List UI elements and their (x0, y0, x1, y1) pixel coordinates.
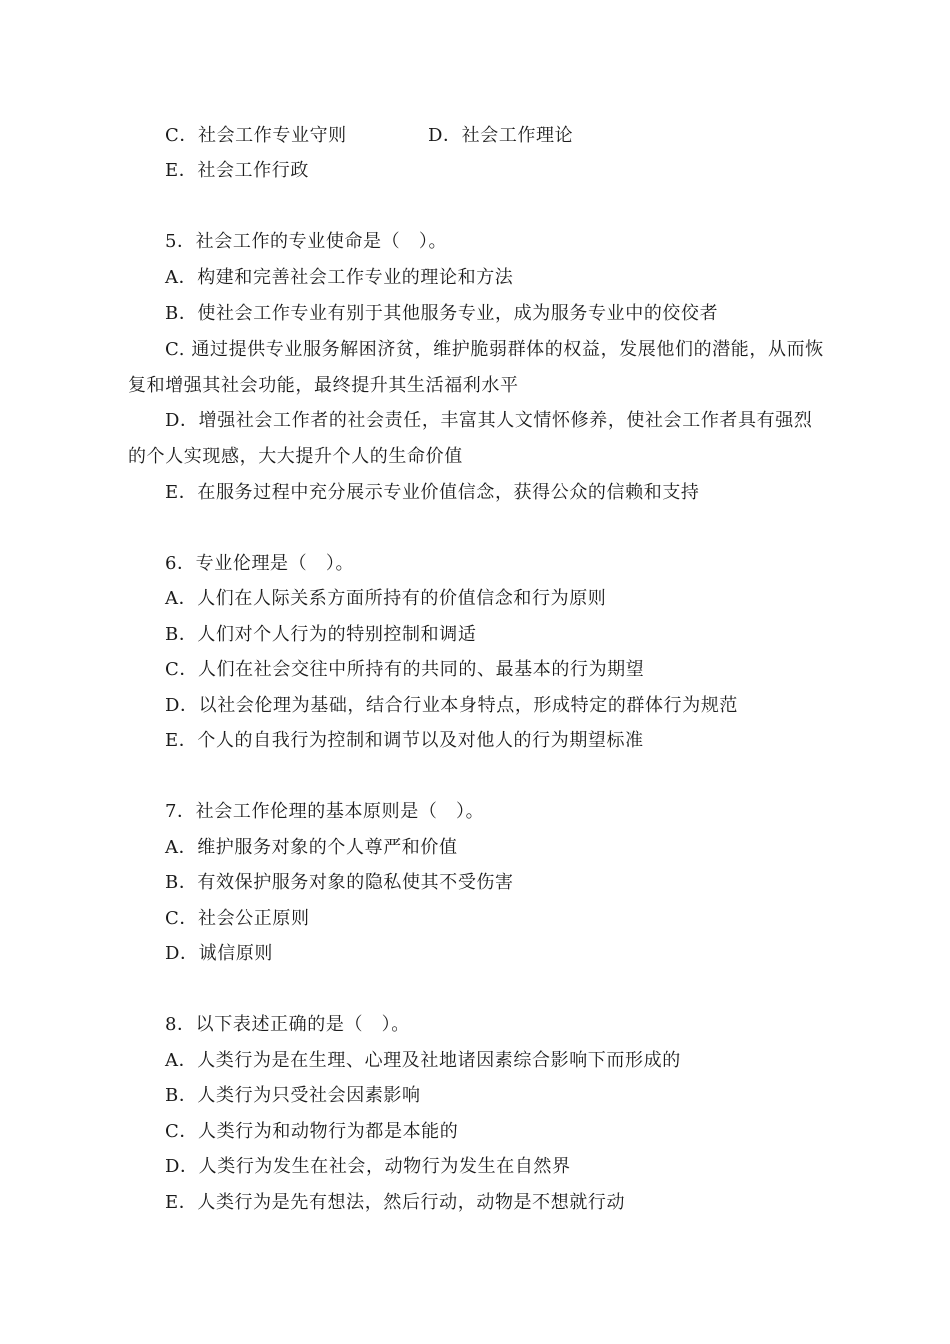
q8-option-a: A．人类行为是在生理、心理及社地诸因素综合影响下而形成的 (165, 1050, 681, 1071)
q7-option-c: C．社会公正原则 (165, 908, 310, 929)
q6-option-b: B．人们对个人行为的特别控制和调适 (165, 624, 477, 645)
q5-option-d-line2: 的个人实现感，大大提升个人的生命价值 (128, 446, 463, 467)
q6-option-a: A．人们在人际关系方面所持有的价值信念和行为原则 (165, 588, 607, 609)
q6-stem: 6．专业伦理是（ ）。 (165, 553, 355, 574)
q4-option-e: E．社会工作行政 (165, 160, 309, 181)
q5-option-e: E．在服务过程中充分展示专业价值信念，获得公众的信赖和支持 (165, 482, 700, 503)
q6-option-d: D．以社会伦理为基础，结合行业本身特点，形成特定的群体行为规范 (165, 695, 739, 716)
q6-option-e: E．个人的自我行为控制和调节以及对他人的行为期望标准 (165, 730, 644, 751)
q8-option-e: E．人类行为是先有想法，然后行动，动物是不想就行动 (165, 1192, 626, 1213)
q4-option-c: C．社会工作专业守则 (165, 125, 347, 146)
q7-option-d: D．诚信原则 (165, 943, 274, 964)
q5-option-d-line1: D．增强社会工作者的社会责任，丰富其人文情怀修养，使社会工作者具有强烈 (165, 410, 813, 431)
q7-option-a: A．维护服务对象的个人尊严和价值 (165, 837, 458, 858)
q6-option-c: C．人们在社会交往中所持有的共同的、最基本的行为期望 (165, 659, 645, 680)
q8-stem: 8．以下表述正确的是（ ）。 (165, 1014, 410, 1035)
q5-option-c-line1: C. 通过提供专业服务解困济贫，维护脆弱群体的权益，发展他们的潜能，从而恢 (165, 339, 824, 360)
q8-option-c: C．人类行为和动物行为都是本能的 (165, 1121, 459, 1142)
q8-option-b: B．人类行为只受社会因素影响 (165, 1085, 421, 1106)
q7-stem: 7．社会工作伦理的基本原则是（ ）。 (165, 801, 485, 822)
q4-option-d: D．社会工作理论 (428, 125, 574, 146)
q7-option-b: B．有效保护服务对象的隐私使其不受伤害 (165, 872, 514, 893)
q5-stem: 5．社会工作的专业使命是（ ）。 (165, 231, 448, 252)
q5-option-b: B．使社会工作专业有别于其他服务专业，成为服务专业中的佼佼者 (165, 303, 719, 324)
q5-option-a: A．构建和完善社会工作专业的理论和方法 (165, 267, 514, 288)
q5-option-c-line2: 复和增强其社会功能，最终提升其生活福利水平 (128, 375, 519, 396)
q8-option-d: D．人类行为发生在社会，动物行为发生在自然界 (165, 1156, 571, 1177)
